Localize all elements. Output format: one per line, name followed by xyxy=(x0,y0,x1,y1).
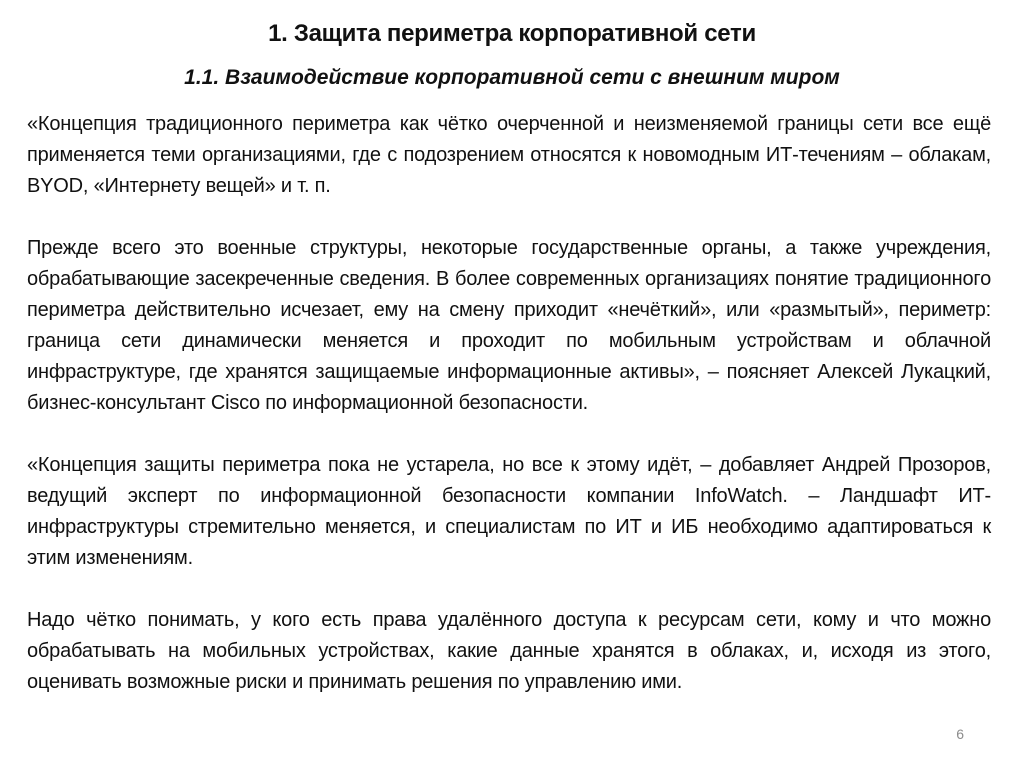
body-paragraph: «Концепция защиты периметра пока не устарела, но все к этому идёт, – добавляет Андрей Прозоров, ведущий эксперт по информационной безопасности компании InfoWatch. – Ландшафт ИТ-инфраструктуры стремительно меняется, и специалистам по ИТ и ИБ необходимо адаптироваться к этим изменениям. xyxy=(27,454,991,569)
slide-title: 1. Защита периметра корпоративной сети xyxy=(268,20,756,47)
body-paragraph: Надо чётко понимать, у кого есть права удалённого доступа к ресурсам сети, кому и что можно обрабатывать на мобильных устройствах, какие данные хранятся в облаках, и, исходя из этого, оценивать возможные риски и принимать решения по управлению ими. xyxy=(27,609,991,693)
body-paragraph: «Концепция традиционного периметра как чётко очерченной и неизменяемой границы сети все ещё применяется теми организациями, где с подозрением относятся к новомодным ИТ-течениям – облакам, BYOD, «Интернету вещей» и т. п. xyxy=(27,113,991,197)
body-paragraph: Прежде всего это военные структуры, некоторые государственные органы, а также учреждения, обрабатывающие засекреченные сведения. В более современных организациях понятие традиционного периметра действительно исчезает, ему на смену приходит «нечёткий», или «размытый», периметр: граница сети динамически меняется и проходит по мобильным устройствам и облачной инфраструктуре, где хранятся защищаемые информационные активы», – поясняет Алексей Лукацкий, бизнес-консультант Cisco по информационной безопасности. xyxy=(27,237,991,414)
slide-subtitle: 1.1. Взаимодействие корпоративной сети с внешним миром xyxy=(184,66,840,89)
slide-body xyxy=(27,109,991,729)
page-number: 6 xyxy=(956,726,964,742)
